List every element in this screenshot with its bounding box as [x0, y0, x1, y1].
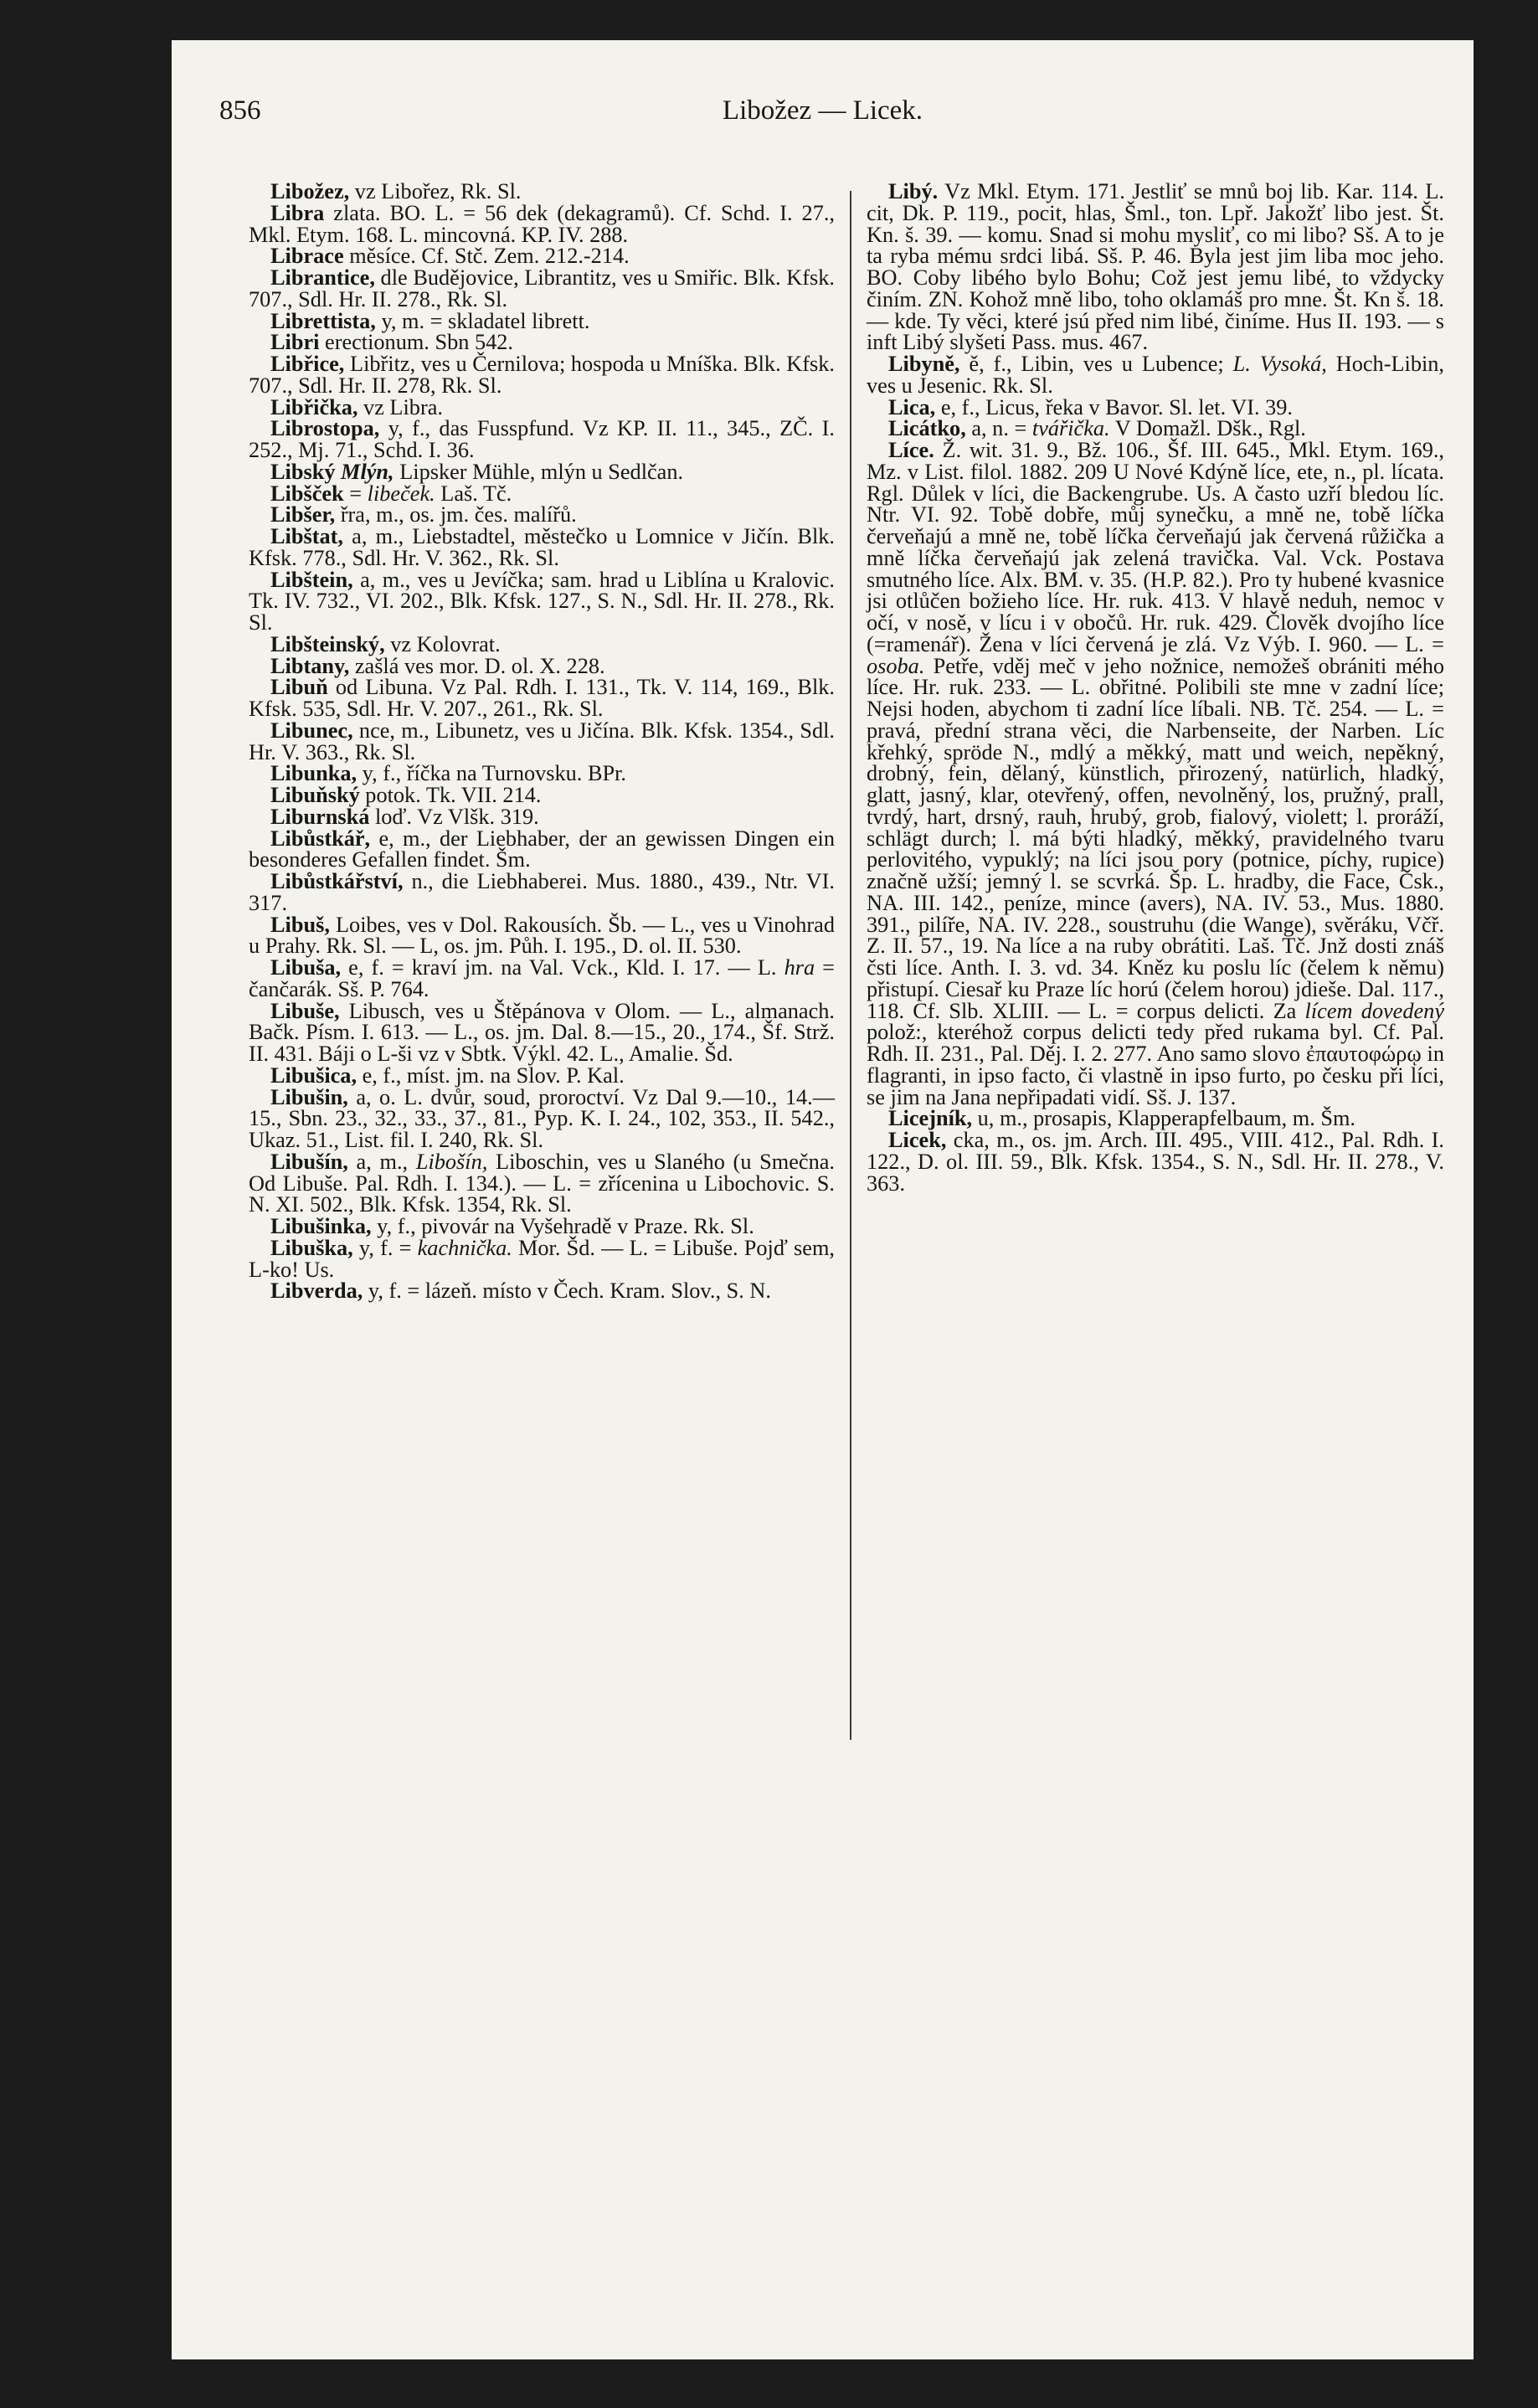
entry-text: y, f. = lázeň. místo v Čech. Kram. Slov., S. N.: [363, 1279, 771, 1304]
entry-text: od Libuna. Vz Pal. Rdh. I. 131., Tk. V. 114, 169., Blk. Kfsk. 535, Sdl. Hr. V. 207., 261., Rk. Sl.: [249, 675, 835, 721]
left-entry: [249, 200, 835, 247]
entry-text: Lipsker Mühle, mlýn u Sedlčan.: [394, 459, 684, 484]
entry-text: y, f. =: [352, 1235, 418, 1260]
entry-text: n., die Liebhaberei. Mus. 1880., 439., Ntr. VI. 317.: [249, 869, 835, 915]
right-entry: [867, 353, 1444, 397]
headword: Lica,: [888, 394, 936, 419]
right-column: [867, 181, 1444, 1194]
entry-text: Mor. Šd. — L. = Libuše. Pojď sem, L-ko! Us.: [249, 1235, 835, 1282]
headword: Libri: [270, 330, 320, 355]
headword: Libušica,: [270, 1063, 357, 1088]
headword: Libšer,: [270, 502, 336, 527]
headword: Libunka,: [270, 761, 357, 786]
headword: Libský: [270, 459, 336, 484]
entry-text: zlata. BO. L. = 56 dek (dekagramů). Cf. Schd. I. 27., Mkl. Etym. 168. L. mincovná. KP. IV. 288.: [249, 200, 835, 247]
left-entry: [249, 1084, 835, 1152]
headword: Libšček: [270, 481, 344, 506]
left-entry: [249, 483, 835, 505]
left-entry: [249, 957, 835, 1001]
left-entry: [249, 806, 835, 828]
running-head: Libožez — Licek.: [722, 95, 923, 126]
headword: Libštat,: [270, 524, 343, 548]
headword: Libštein,: [270, 567, 353, 592]
entry-text: e, f., míst. jm. na Slov. P. Kal.: [357, 1063, 625, 1088]
headword: Libušín,: [270, 1149, 348, 1174]
entry-text: y, f., das Fusspfund. Vz KP. II. 11., 345., ZČ. I. 252., Mj. 71., Schd. I. 36.: [249, 416, 835, 462]
headword: Librantice,: [270, 265, 375, 290]
entry-text: řra, m., os. jm. čes. malířů.: [335, 502, 577, 527]
headword: Libřička,: [270, 394, 358, 419]
headword: Libunec,: [270, 718, 353, 743]
left-entry: [249, 1216, 835, 1237]
entry-text: měsíce. Cf. Stč. Zem. 212.-214.: [343, 244, 630, 269]
left-entry: [249, 871, 835, 914]
left-entry: [249, 1065, 835, 1087]
entry-emphasis: libeček.: [367, 481, 435, 506]
left-entry: [249, 763, 835, 785]
left-entry: [249, 394, 835, 419]
entry-text: nce, m., Libunetz, ves u Jičína. Blk. Kfsk. 1354., Sdl. Hr. V. 363., Rk. Sl.: [249, 718, 835, 764]
entry-emphasis: L. Vysoká,: [1232, 352, 1327, 376]
headword: Libverda,: [270, 1279, 363, 1304]
left-entry: [249, 914, 835, 958]
page-header: [172, 95, 1474, 137]
left-entry: [249, 504, 835, 526]
entry-text: a, n. =: [965, 416, 1032, 441]
headword: Libtany,: [270, 653, 350, 678]
left-entry: [249, 332, 835, 353]
headword: Libřice,: [270, 352, 345, 376]
right-entry: [867, 181, 1444, 353]
left-entry: [249, 720, 835, 764]
entry-text: Laš. Tč.: [435, 481, 512, 506]
left-entry: [249, 785, 835, 806]
headword: Libšteinský,: [270, 631, 385, 656]
entry-text: Libusch, ves u Štěpánova v Olom. — L., almanach. Bačk. Písm. I. 613. — L., os. jm. Dal. 8.—15., 20., 174., Šf. Strž. II. 431. Báji o L-ši vz v Sbtk. Výkl. 42. L., Amalie. Šd.: [249, 998, 835, 1066]
entry-text: potok. Tk. VII. 214.: [359, 783, 542, 807]
entry-emphasis: hra: [784, 955, 815, 980]
entry-text: a, m.,: [347, 1149, 416, 1174]
headword-emphasis: Mlýn,: [335, 459, 394, 484]
right-entry: [867, 394, 1444, 419]
entry-text: ě, f., Libin, ves u Lubence;: [959, 352, 1233, 376]
headword: Licátko,: [888, 416, 966, 441]
entry-text: zašlá ves mor. D. ol. X. 228.: [349, 653, 605, 678]
left-entry: [249, 569, 835, 634]
entry-emphasis: lícem dovedený: [1304, 998, 1444, 1023]
headword: Libuňský: [270, 783, 360, 807]
entry-text: =: [343, 481, 368, 506]
entry-text: cka, m., os. jm. Arch. III. 495., VIII. 412., Pal. Rdh. I. 122., D. ol. III. 59., Blk. Kfsk. 1354., S. N., Sdl. Hr. II. 278., V. 363.: [867, 1128, 1444, 1196]
left-entry: [249, 181, 835, 203]
entry-text: Hoch-Libin, ves u Jesenic. Rk. Sl.: [867, 352, 1445, 398]
left-entry: [249, 998, 835, 1066]
entry-text: u, m., prosapis, Klapperapfelbaum, m. Šm.: [972, 1106, 1356, 1131]
entry-text: vz Libořez, Rk. Sl.: [349, 179, 522, 203]
left-entry: [249, 526, 835, 569]
entry-text: Liboschin, ves u Slaného (u Smečna. Od Libuše. Pal. Rdh. I. 134.). — L. = zřícenina u Libochovic. S. N. XI. 502., Blk. Kfsk. 1354, Rk. Sl.: [249, 1149, 835, 1217]
entry-text: V Domažl. Dšk., Rgl.: [1109, 416, 1306, 441]
headword: Libuša,: [270, 955, 342, 980]
headword: Libůstkářství,: [270, 869, 404, 893]
left-entry: [249, 1151, 835, 1216]
entry-text: Loibes, ves v Dol. Rakousích. Šb. — L., ves u Vinohrad u Prahy. Rk. Sl. — L, os. jm. Půh. I. 195., D. ol. II. 530.: [249, 912, 835, 959]
right-entry: [867, 1129, 1444, 1194]
headword: Libušin,: [270, 1084, 348, 1109]
entry-text: loď. Vz Vlšk. 319.: [369, 804, 539, 829]
left-entry: [249, 461, 835, 483]
headword: Libra: [270, 200, 325, 225]
left-entry: [249, 418, 835, 461]
entry-emphasis: kachnička.: [417, 1235, 512, 1260]
entry-text: Libřitz, ves u Černilova; hospoda u Mníška. Blk. Kfsk. 707., Sdl. Hr. II. 278, Rk. Sl.: [249, 352, 835, 398]
headword: Libuška,: [270, 1235, 353, 1260]
left-entry: [249, 653, 835, 678]
entry-emphasis: tvářička.: [1031, 416, 1110, 441]
entry-text: e, f., Licus, řeka v Bavor. Sl. let. VI. 39.: [935, 394, 1294, 419]
entry-text: = čančarák. Sš. P. 764.: [249, 955, 836, 1001]
entry-text: a, m., ves u Jevíčka; sam. hrad u Liblína u Kralovic. Tk. IV. 732., VI. 202., Blk. Kfsk. 127., S. N., Sdl. Hr. II. 278., Rk. Sl.: [249, 567, 835, 635]
headword: Licek,: [888, 1128, 947, 1152]
right-entry: [867, 440, 1444, 1108]
left-entry: [249, 353, 835, 397]
entry-text: y, f., říčka na Turnovsku. BPr.: [357, 761, 626, 786]
left-column: [249, 181, 835, 1302]
entry-text: y, f., pivovár na Vyšehradě v Praze. Rk. Sl.: [371, 1214, 754, 1238]
left-entry: [249, 828, 835, 872]
entry-text: Ž. wit. 31. 9., Bž. 106., Šf. III. 645., Mkl. Etym. 169., Mz. v List. filol. 1882. 209 U Nové Kdýně líce, ete, n., pl. lícata. Rgl. Důlek v líci, die Backengrube. Us. A často uzří bledou líc. Ntr. VI. 92. Tobě dobře, můj synečku, a mně ne, tobě líčka červeňajú a mně ne, tobě líčka červeňajú jak červená růžička a mně líčka červeňajú jak zelená travička. Val. Vck. Postava smutného líce. Alx. BM. v. 35. (H.P. 82.). Pro ty hubené kvasnice jsi otlůčen božieho líce. Hr. ruk. 413. V hlavě neduh, nemoc v očí, v nosě, v lícu i v obočů. Hr. ruk. 429. Člověk dvojího líce (=ramenář). Žena v líci červená je zlá. Vz Výb. I. 960. — L. =: [867, 438, 1444, 656]
entry-text: vz Kolovrat.: [384, 631, 501, 656]
headword: Librettista,: [270, 308, 376, 333]
entry-text: e, f. = kraví jm. na Val. Vck., Kld. I. 17. — L.: [341, 955, 784, 980]
entry-emphasis: Libošín,: [415, 1149, 488, 1174]
left-entry: [249, 677, 835, 720]
column-divider: [850, 191, 851, 1740]
dictionary-page: [172, 40, 1474, 2359]
right-entry: [867, 1108, 1444, 1129]
entry-text: Vz Mkl. Etym. 171. Jestliť se mnů boj lib. Kar. 114. L. cit, Dk. P. 119., pocit, hlas, Šml., ton. Lpř. Jakožť libo jest. Št. Kn. š. 39. — komu. Snad si mohu mysliť, co mi libo? Sš. A to je ta ryba mému srdci libá. Sš. P. 46. Byla jest jim liba moc jeho. BO. Coby libého bylo Bohu; Což jest jemu libé, to vždycky činím. ZN. Kohož mně libo, toho oklamáš pro mne. Št. Kn š. 18. — kde. Ty věci, které jsú před nim libé, činíme. Hus II. 193. — s inft Libý slyšeti Pass. mus. 467.: [867, 179, 1444, 355]
entry-text: a, o. L. dvůr, soud, proroctví. Vz Dal 9.—10., 14.—15., Sbn. 23., 32., 33., 37., 81., Pyp. K. I. 24., 102, 353., II. 542., Ukaz. 51., List. fil. I. 240, Rk. Sl.: [249, 1084, 835, 1152]
right-entry: [867, 418, 1444, 440]
headword: Libůstkář,: [270, 826, 371, 851]
left-entry: [249, 1280, 835, 1302]
entry-text: a, m., Liebstadtel, městečko u Lomnice v Jičín. Blk. Kfsk. 778., Sdl. Hr. V. 362., Rk. Sl.: [249, 524, 835, 570]
entry-text: erectionum. Sbn 542.: [319, 330, 513, 355]
entry-emphasis: osoba.: [867, 653, 925, 678]
headword: Libožez,: [270, 179, 350, 203]
entry-text: Petře, vděj meč v jeho nožnice, nemožeš obrániti mého líce. Hr. ruk. 233. — L. obřitné. Polibili ste mne v zadní líce; Nejsi hoden, abychom ti zadní líce líbali. NB. Tč. 254. — L. = pravá, přední strana věci, die Narbenseite, der Narben. Líc křehký, spröde N., mdlý a měkký, matt und weich, nepěkný, drobný, fein, dělaný, künstlich, přirozený, natürlich, hladký, glatt, jasný, klar, otevřený, offen, nevolněný, los, pružný, prall, tvrdý, hart, drsný, rauh, hrubý, grob, fialový, violett; l. proráží, schlägt durch; l. má býti hladký, měkký, pravidelného tvaru perlovitého, vypuklý; na líci jsou pory (potnice, píchy, rupice) značně užší; jemný l. se scvrká. Šp. L. hradby, die Face, Čsk., NA. III. 142., peníze, mince (avers), NA. IV. 53., Mus. 1880. 391., pilíře, NA. IV. 228., soustruhu (die Wange), svěráku, Včř. Z. II. 57., 19. Na líce a na ruby obrátiti. Laš. Tč. Jnž dosti znáš čsti líce. Anth. I. 3. vd. 34. Kněz ku poslu líc (čelem k němu) přistupí. Ciesař ku Praze líc horú (čelem horou) jdieše. Dal. 117., 118. Cf. Slb. XLIII. — L. = corpus delicti. Za: [867, 653, 1444, 1023]
left-entry: [249, 308, 835, 333]
left-entry: [249, 1237, 835, 1281]
headword: Libuš,: [270, 912, 330, 937]
headword: Liburnská: [270, 804, 370, 829]
entry-text: polož:, kteréhož corpus delicti tedy před rukama byl. Cf. Pal. Rdh. II. 231., Pal. Děj. I. 2. 277. Ano samo slovo ἐπαυτοφώρῳ in flagranti, in ipso facto, či vlastně in ipso furto, po česku při líci, se jim na Jana nepřipadati vidí. Sš. J. 137.: [867, 1020, 1444, 1109]
headword: Librostopa,: [270, 416, 380, 441]
left-entry: [249, 267, 835, 311]
headword: Libušinka,: [270, 1214, 372, 1238]
entry-text: dle Budějovice, Librantitz, ves u Smiřic. Blk. Kfsk. 707., Sdl. Hr. II. 278., Rk. Sl.: [249, 265, 835, 311]
left-entry: [249, 245, 835, 267]
entry-text: vz Libra.: [357, 394, 443, 419]
entry-text: y, m. = skladatel librett.: [375, 308, 590, 333]
page-number: 856: [219, 95, 261, 126]
headword: Libyně,: [888, 352, 960, 376]
headword: Líce.: [888, 438, 934, 462]
headword: Libuše,: [270, 998, 340, 1023]
entry-text: e, m., der Liebhaber, der an gewissen Dingen ein besonderes Gefallen findet. Šm.: [249, 826, 835, 872]
headword: Libý.: [888, 179, 939, 203]
left-entry: [249, 631, 835, 656]
headword: Libuň: [270, 675, 328, 700]
headword: Librace: [270, 244, 344, 269]
headword: Licejník,: [888, 1106, 973, 1131]
